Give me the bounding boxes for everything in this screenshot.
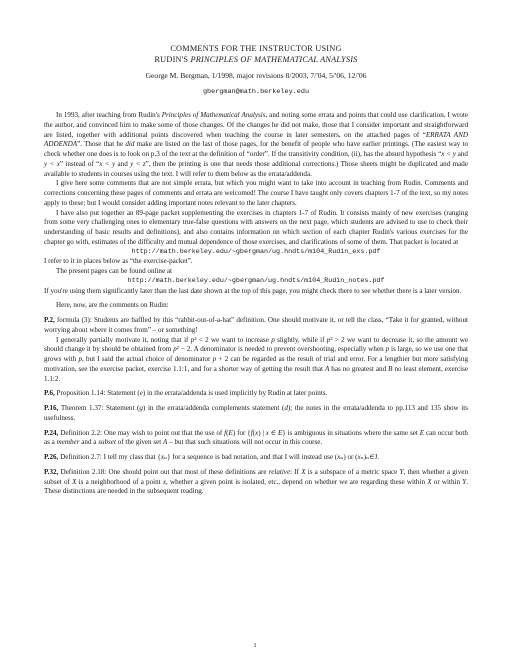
text-run: ) for { <box>232 428 251 437</box>
exercise-packet-url[interactable]: http://math.berkeley.edu/~gbergman/ug.hndts/m104_Rudin_exs.pdf <box>131 247 381 256</box>
comment-page-ref: P.32, <box>44 467 59 476</box>
italic-text: x <box>160 453 164 461</box>
text-run: : If <box>290 467 302 476</box>
text-run: , but I said the actual choice of denominator <box>81 355 213 363</box>
comment-item <box>44 429 468 449</box>
author-email: gbergman@math.berkeley.edu <box>202 88 310 96</box>
text-run: or within <box>431 477 463 486</box>
comment-item <box>44 404 468 424</box>
comments-list <box>44 316 468 497</box>
text-run: ( <box>226 428 229 437</box>
title-prefix: RUDIN'S <box>154 54 191 64</box>
text-run: ₙ) or ( <box>340 453 358 461</box>
text-run: is large, so we use one that grows with <box>44 345 468 363</box>
text-run: and <box>115 159 131 168</box>
text-run: , whether a given point is isolated, etc., depend on whether we are regarding these within <box>166 477 428 486</box>
italic-text: p <box>326 335 331 344</box>
comment-item <box>44 453 468 463</box>
text-run: ) in the errata/addenda is used implicitly by Rudin at later points. <box>142 389 328 398</box>
text-run: has no greatest and <box>329 364 389 373</box>
text-run: ² − 2. A denominator is needed to prevent overshooting, especially when <box>176 345 386 354</box>
document-title <box>44 44 468 65</box>
text-run: Definition 2.18: One should point out that most of these definitions are <box>58 467 269 476</box>
italic-text: y < z <box>130 159 146 168</box>
comment-page-ref: P.24, <box>44 428 59 437</box>
intro-paragraph-3: I have also put together an 89-page packet supplementing the exercises in chapters 1-7 of Rudin. It consists mainly of new exercises (ranging from some very challenging ones to elementary true-false questions with answers on the next page, which students are advised to use to check their understanding of basic results and definitions), and also contains information on which section of each chapter Rudin's various exercises for the chapter go with, estimates of the difficulty and mutual dependence of those exercises, and clarifications of some of them. That packet is located at <box>44 208 468 246</box>
italic-text: A <box>324 364 330 373</box>
text-run: ” instead of “ <box>59 159 100 168</box>
text-run: ) in the errata/addenda complements statement ( <box>142 404 285 412</box>
text-run: can occur both as a <box>44 428 468 447</box>
comment-page-ref: P.6, <box>44 389 55 398</box>
text-run: make are listed on the last of those pages, for the benefit of people who have earlier printings. (The easiest way to check whether one does is to look on p.3 of the text at the definition of “order”. If the transitivity condition, (ii), has the absurd hypothesis “ <box>44 140 468 158</box>
italic-text: x <box>162 477 167 486</box>
italic-text: y < x <box>44 159 60 168</box>
text-run: + 2 can be regarded as the result of trial and error. For a lengthier but more satisfying motivation, see the exercise packet, exercise 1.1:1, and for a shorter way of getting the result that <box>44 355 468 373</box>
text-run: ∈ <box>268 428 278 437</box>
italic-text: X <box>72 477 77 486</box>
italic-text: p <box>173 345 177 354</box>
comment-item <box>44 468 468 497</box>
italic-text: ERRATA AND ADDENDA <box>44 130 468 149</box>
intro-paragraph-5: The present pages can be found online at <box>56 267 173 275</box>
text-run: Definition 2.7: I tell my class that { <box>58 453 161 461</box>
text-run: Proposition 1.14: Statement ( <box>54 389 140 398</box>
italic-text: d <box>284 404 288 412</box>
text-run: of the given set <box>115 438 164 447</box>
text-run: formula (3): Students are baffled by this “rabbit-out-of-a-hat” definition. One should motivate it, or tell the class, “Take it for granted, without worrying about where it comes from” – or something! <box>44 316 468 334</box>
text-run: ); the notes in the errata/addenda to pp.113 and 135 show its usefulness. <box>44 404 468 422</box>
italic-text: x < y <box>441 150 456 158</box>
italic-text: e <box>139 389 143 398</box>
page-number: 1 <box>253 642 257 649</box>
text-run: no least element, exercise 1.1:2. <box>44 364 469 383</box>
text-run: , then whether a given subset of <box>44 467 469 486</box>
comment-item <box>44 389 468 399</box>
italic-text: B <box>388 364 393 373</box>
text-run: ² < 2 we want to increase <box>194 335 272 344</box>
italic-text: x <box>357 453 361 461</box>
intro-paragraph-6: If you're using them significantly later than the last date shown at the top of this page, you might check there to see whether there is a later version. <box>44 286 462 295</box>
italic-text: X <box>301 467 306 476</box>
comment-page-ref: P.2, <box>44 316 55 324</box>
italic-text: Y <box>399 467 404 476</box>
italic-text: did <box>125 140 135 149</box>
text-run: ) | <box>258 428 266 437</box>
text-run: In 1993, after teaching from Rudin's <box>56 111 162 119</box>
italic-text: Principles of Mathematical Analysis <box>161 111 266 119</box>
italic-text: E <box>419 428 425 437</box>
intro-paragraph-2: I give here some comments that are not simple errata, but which you might want to take into account in teaching from Rudin. Comments and corrections concerning these pages of comments and errata are welcomed! The course I have taught only covers chapters 1-7 of the text, so my notes apply to these; but I would consider adding important notes relevant to the later chapters. <box>44 179 468 207</box>
text-run: – but that such situations will not occur in this course. <box>167 438 323 447</box>
title-line-1: COMMENTS FOR THE INSTRUCTOR USING <box>170 44 342 53</box>
italic-text: member <box>56 438 80 447</box>
text-run: Definition 2.2: One may wish to point out that the use of <box>58 428 225 437</box>
text-run: ² > 2 we want to decrease it, so the amount we should change it by should be obtained from <box>44 335 468 354</box>
intro-paragraph-7: Here, now, are the comments on Rudin: <box>56 301 169 310</box>
italic-text: x <box>337 453 341 461</box>
italic-text: Y <box>462 477 467 486</box>
italic-text: p <box>271 335 275 344</box>
text-run: ”, then the printing is one that needs those additional corrections.) Those sheets might be duplicated and made available to students in courses using the text. I will refer to them below as the errata/addenda. <box>44 159 468 178</box>
document-body <box>44 44 468 497</box>
italic-text: p <box>190 335 195 344</box>
comment-page-ref: P.26, <box>44 453 59 461</box>
italic-text: A <box>163 438 168 447</box>
italic-text: x <box>255 428 259 437</box>
italic-text: p <box>78 355 82 363</box>
text-run: ₙ)ₙ∈J. <box>360 453 379 461</box>
text-run: and <box>455 150 468 158</box>
title-line-2 <box>44 55 468 66</box>
author-line: George M. Bergman, 1/1998, major revisions 8/2003, 7/'04, 5/'06, 12/'06 <box>145 71 367 80</box>
italic-text: subset <box>98 438 116 447</box>
italic-text: f <box>224 428 227 437</box>
italic-text: f <box>250 428 253 437</box>
italic-text: x <box>265 428 269 437</box>
notes-url[interactable]: http://math.berkeley.edu/~gbergman/ug.hndts/m104_Rudin_notes.pdf <box>127 276 385 285</box>
text-run: ”. Those that he <box>77 140 126 149</box>
text-run: is a neighborhood of a point <box>76 477 163 486</box>
italic-text: E <box>277 428 283 437</box>
italic-text: p <box>385 345 390 354</box>
comment-item <box>44 336 468 385</box>
italic-text: E <box>228 428 233 437</box>
italic-text: p <box>212 355 217 363</box>
text-run: . These distinctions are needed in the subsequent reading. <box>44 477 468 496</box>
text-run: and a <box>79 438 99 447</box>
italic-text: g <box>139 404 143 412</box>
text-run: ( <box>252 428 256 437</box>
text-run: ₙ} for a sequence is bad notation, and that I will instead use ( <box>164 453 338 461</box>
text-run: slightly, while if <box>274 335 327 344</box>
text-run: Theorem 1.37: Statement ( <box>58 404 140 412</box>
text-run: is a subspace of a metric space <box>305 467 400 476</box>
text-run: I generally partially motivate it, noting that if <box>56 335 191 344</box>
comment-item <box>44 316 468 336</box>
italic-text: relative <box>268 467 291 476</box>
intro-paragraph-4: I refer to it in places below as “the exercise-packet”. <box>44 257 193 266</box>
comment-page-ref: P.16, <box>44 404 59 412</box>
italic-text: X <box>427 477 432 486</box>
intro-paragraph-1 <box>44 111 468 179</box>
book-title: PRINCIPLES OF MATHEMATICAL ANALYSIS <box>190 54 358 64</box>
italic-text: x < y <box>99 159 116 168</box>
text-run: } is ambiguous in situations where the same set <box>282 428 420 437</box>
text-run: , and noting some errata and points that could use clarification, I wrote the author, and convinced him to make some of those changes. Of the changes he did not make, those that I consider important and straightforward are listed, together with additional points discovered when teaching the course in later semesters, on the attached pages of “ <box>44 111 468 139</box>
